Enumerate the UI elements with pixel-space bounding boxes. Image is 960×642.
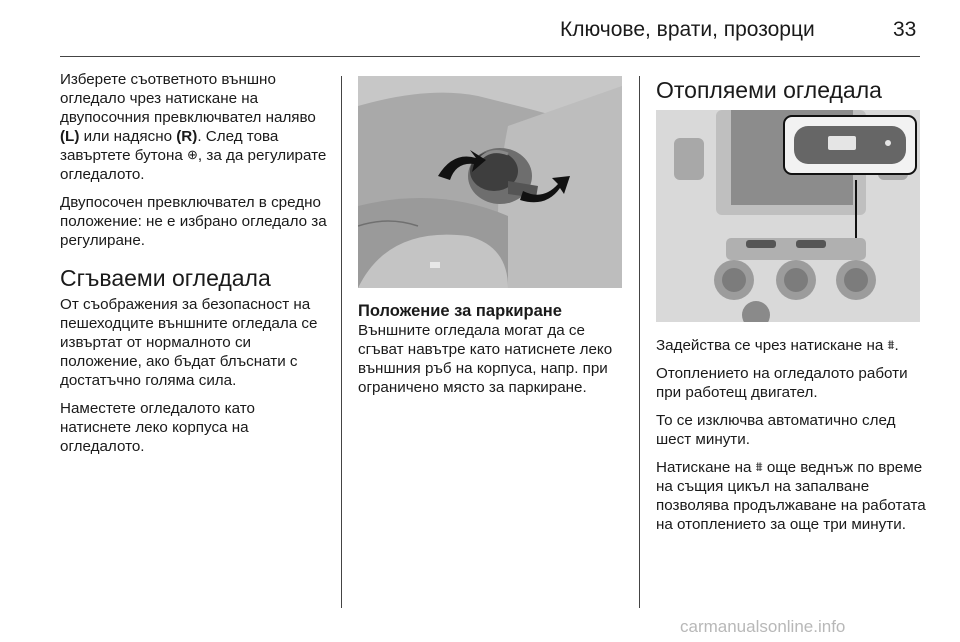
column-divider-1: [341, 76, 342, 608]
section-heading-heated: Отопляеми огледала: [656, 77, 882, 103]
column-divider-2: [639, 76, 640, 608]
column-3: [656, 336, 931, 543]
switch-middle-paragraph: Двупосочен превключвател в средно положение: не е избрано огледало за регулиране.: [60, 194, 327, 249]
mirror-adjust-knob-icon: ⊕: [187, 147, 198, 162]
heated-extend-paragraph: Натискане на ⩩ още веднъж по време на същия цикъл на запалване позволява продължаване на работата на отоплението за още три минути.: [656, 459, 926, 533]
section-heading-parking: Положение за паркиране: [358, 302, 562, 320]
folding-safety-paragraph: От съображения за безопасност на пешеходците външните огледала се извъртат от нормалното си положение, ако бъдат блъснати с достатъчно голяма сила.: [60, 296, 318, 389]
rear-heater-icon: ⩩: [755, 459, 763, 474]
header-rule: [60, 56, 920, 57]
column-1: [60, 70, 330, 465]
heated-activate-paragraph: Задейства се чрез натискане на ⩩.: [656, 337, 899, 354]
dashboard-heater-button-illustration: [656, 110, 920, 322]
page-header-title: Ключове, врати, прозорци: [560, 18, 815, 41]
section-heading-folding: Сгъваеми огледала: [60, 265, 271, 291]
folding-mirror-illustration: [358, 76, 622, 288]
mirror-select-paragraph: Изберете съответното външно огледало чрез натискане на двупосочния превключвател наляво (L) или надясно (R). След това завъртете бутона ⊕, за да регулирате огледалото.: [60, 71, 327, 183]
column-3-heading-wrap: [656, 76, 926, 107]
heated-auto-off-paragraph: То се изключва автоматично след шест минути.: [656, 412, 896, 448]
site-watermark: carmanualsonline.info: [680, 617, 846, 636]
parking-position-paragraph: Външните огледала могат да се сгъват навътре като натиснете леко външния ръб на корпуса, напр. при ограничено място за паркиране.: [358, 322, 613, 396]
column-2: [358, 301, 628, 406]
folding-reset-paragraph: Наместете огледалото като натиснете леко корпуса на огледалото.: [60, 400, 255, 455]
page-number: 33: [893, 18, 917, 41]
heated-engine-paragraph: Отоплението на огледалото работи при работещ двигател.: [656, 365, 908, 401]
rear-heater-icon: ⩩: [887, 337, 895, 352]
